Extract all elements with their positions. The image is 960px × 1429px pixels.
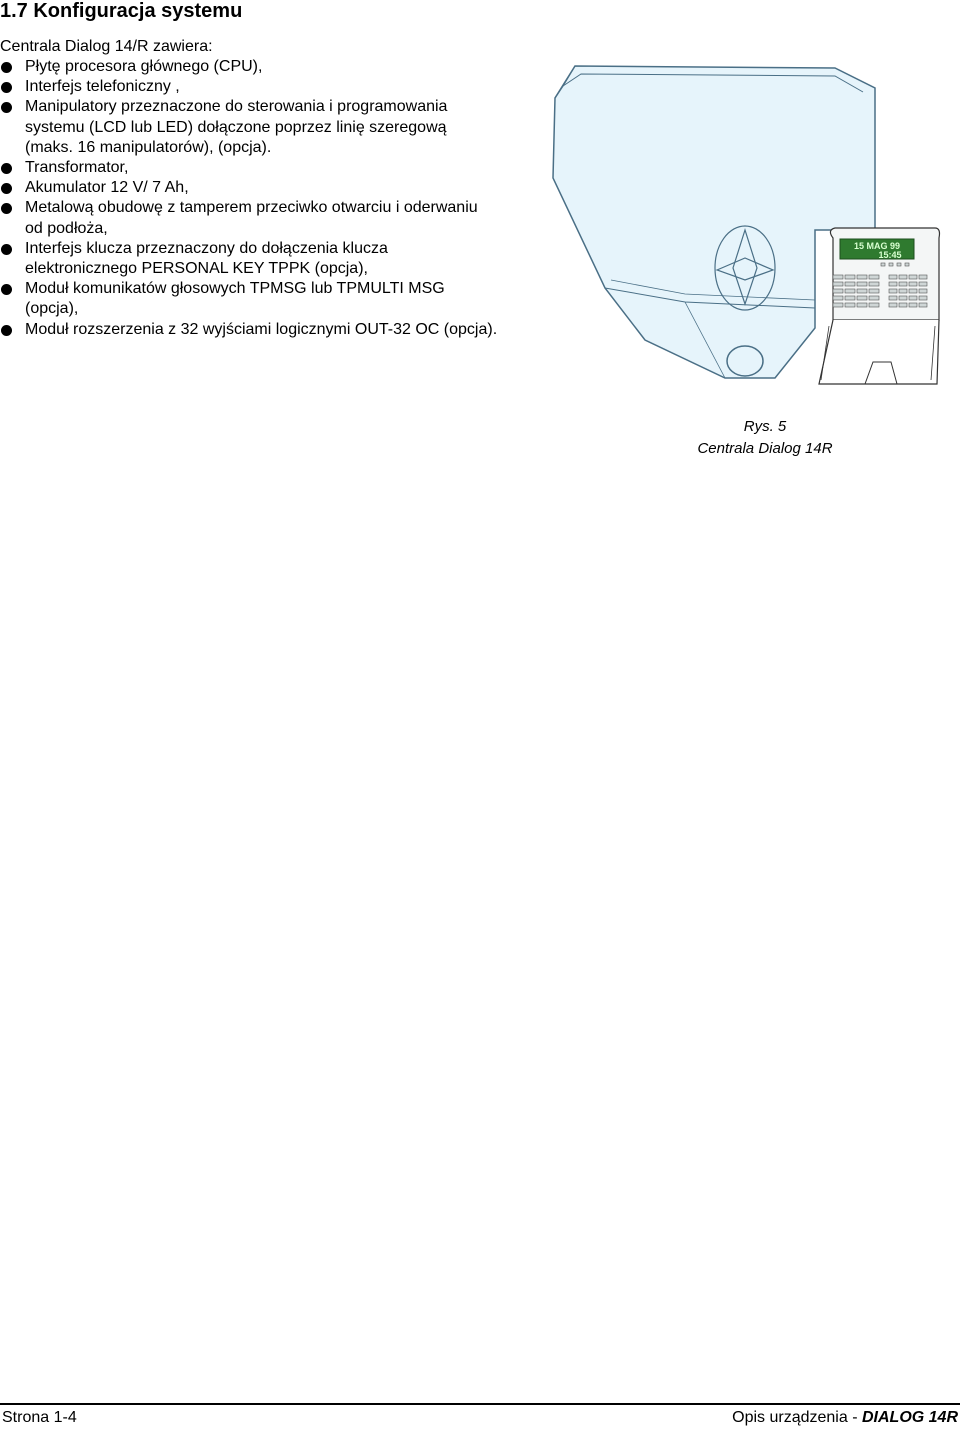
footer-divider [0, 1403, 960, 1405]
figure-title: Centrala Dialog 14R [697, 440, 833, 457]
component-list [0, 57, 520, 340]
lcd-line-1: 15 MAG 99 [853, 241, 901, 251]
list-item: Metalową obudowę z tamperem przeciwko otwarciu i oderwaniu od podłoża, [0, 198, 495, 238]
list-item: Moduł rozszerzenia z 32 wyjściami logicznymi OUT-32 OC (opcja). [0, 320, 525, 340]
bullet-icon [1, 62, 12, 73]
keypad-stand [819, 320, 939, 384]
bullet-icon [1, 244, 12, 255]
bullet-icon [1, 82, 12, 93]
bullet-icon [1, 183, 12, 194]
lcd-line-2: 15:45 [878, 250, 902, 260]
page-title: 1.7 Konfiguracja systemu [0, 0, 243, 22]
list-item: Transformator, [0, 158, 520, 178]
list-item: Moduł komunikatów głosowych TPMSG lub TPMULTI MSG (opcja), [0, 279, 490, 319]
list-item: Interfejs telefoniczny , [0, 77, 520, 97]
bullet-icon [1, 203, 12, 214]
figure-caption [690, 416, 840, 460]
list-item: Akumulator 12 V/ 7 Ah, [0, 178, 520, 198]
bullet-icon [1, 325, 12, 336]
intro-text: Centrala Dialog 14/R zawiera: [0, 38, 213, 55]
list-item: Manipulatory przeznaczone do sterowania i programowania systemu (LCD lub LED) dołączone poprzez linię szeregową (maks. 16 manipulatorów), (opcja). [0, 97, 465, 158]
enclosure [553, 66, 875, 378]
bullet-icon [1, 284, 12, 295]
panel-and-keypad-drawing [545, 58, 945, 398]
page-number: Strona 1-4 [2, 1409, 77, 1426]
lcd-keypad [819, 228, 940, 384]
bullet-icon [1, 163, 12, 174]
document-title: Opis urządzenia - DIALOG 14R [732, 1409, 958, 1426]
list-item: Płytę procesora głównego (CPU), [0, 57, 520, 77]
bullet-icon [1, 102, 12, 113]
device-illustration [545, 58, 945, 398]
knob-icon [727, 346, 763, 376]
figure-number: Rys. 5 [743, 418, 787, 435]
list-item: Interfejs klucza przeznaczony do dołączenia klucza elektronicznego PERSONAL KEY TPPK (opcja), [0, 239, 470, 279]
